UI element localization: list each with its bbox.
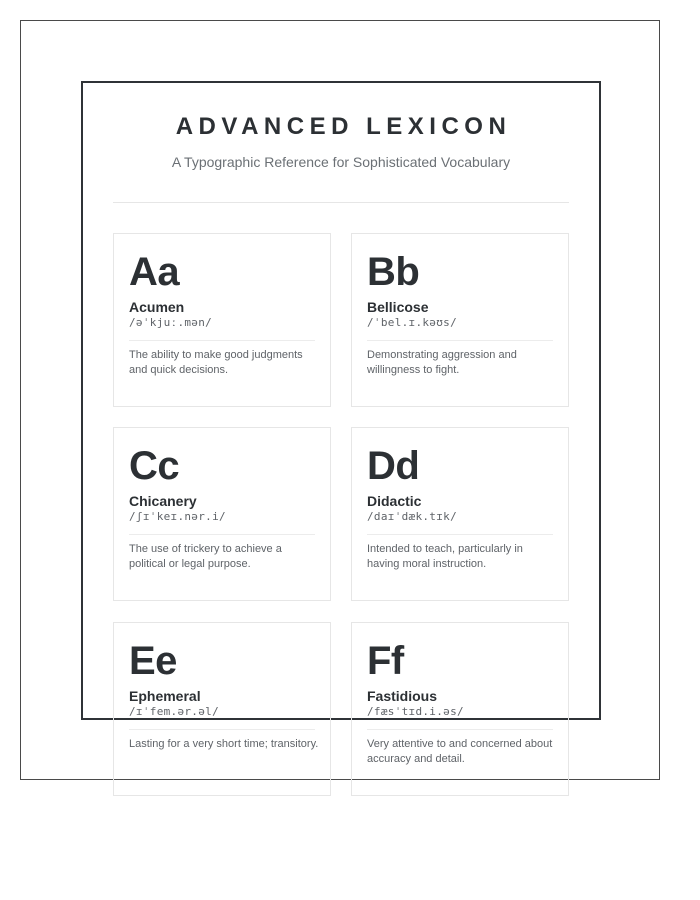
entry-definition: Intended to teach, particularly in having moral instruction.: [367, 543, 523, 570]
entry-definition: Very attentive to and concerned about accuracy and detail.: [367, 738, 553, 765]
entry-divider: [129, 534, 315, 535]
entry-card-acumen: [113, 233, 331, 407]
entry-word: Chicanery: [129, 493, 197, 509]
entry-letter: Ee: [129, 639, 177, 683]
page-header: [113, 112, 569, 171]
entry-card-ephemeral: [113, 622, 331, 796]
entry-letter: Aa: [129, 250, 180, 294]
entry-letter: Cc: [129, 444, 180, 488]
entry-word: Acumen: [129, 299, 185, 315]
entry-definition: The ability to make good judgments and quick decisions.: [129, 349, 303, 376]
page-subtitle: A Typographic Reference for Sophisticated Vocabulary: [171, 154, 511, 170]
entry-phonetic: /ɪˈfem.ər.əl/: [129, 705, 219, 718]
entry-card-bellicose: [351, 233, 569, 407]
entry-card-chicanery: [113, 427, 331, 601]
entry-definition: The use of trickery to achieve a political or legal purpose.: [129, 543, 282, 570]
entry-phonetic: /ˈbel.ɪ.kəʊs/: [367, 316, 457, 329]
entry-card-didactic: [351, 427, 569, 601]
entry-divider: [367, 534, 553, 535]
entry-divider: [129, 340, 315, 341]
header-divider: [113, 202, 569, 203]
entry-definition: Lasting for a very short time; transitory.: [129, 738, 319, 750]
entry-letter: Bb: [367, 250, 420, 294]
page-title: ADVANCED LEXICON: [175, 113, 512, 140]
entry-word: Ephemeral: [129, 688, 201, 704]
entry-word: Didactic: [367, 493, 422, 509]
entry-phonetic: /ʃɪˈkeɪ.nər.i/: [129, 510, 226, 523]
entry-divider: [367, 729, 553, 730]
entry-word: Fastidious: [367, 688, 438, 704]
entry-phonetic: /daɪˈdæk.tɪk/: [367, 510, 457, 523]
entry-divider: [367, 340, 553, 341]
entry-card-fastidious: [351, 622, 569, 796]
entry-letter: Dd: [367, 444, 420, 488]
entry-divider: [129, 729, 315, 730]
entry-definition: Demonstrating aggression and willingness to fight.: [367, 349, 517, 376]
entry-phonetic: /fæsˈtɪd.i.əs/: [367, 705, 464, 718]
entry-letter: Ff: [367, 639, 404, 683]
entry-word: Bellicose: [367, 299, 429, 315]
entry-phonetic: /əˈkjuː.mən/: [129, 316, 213, 329]
